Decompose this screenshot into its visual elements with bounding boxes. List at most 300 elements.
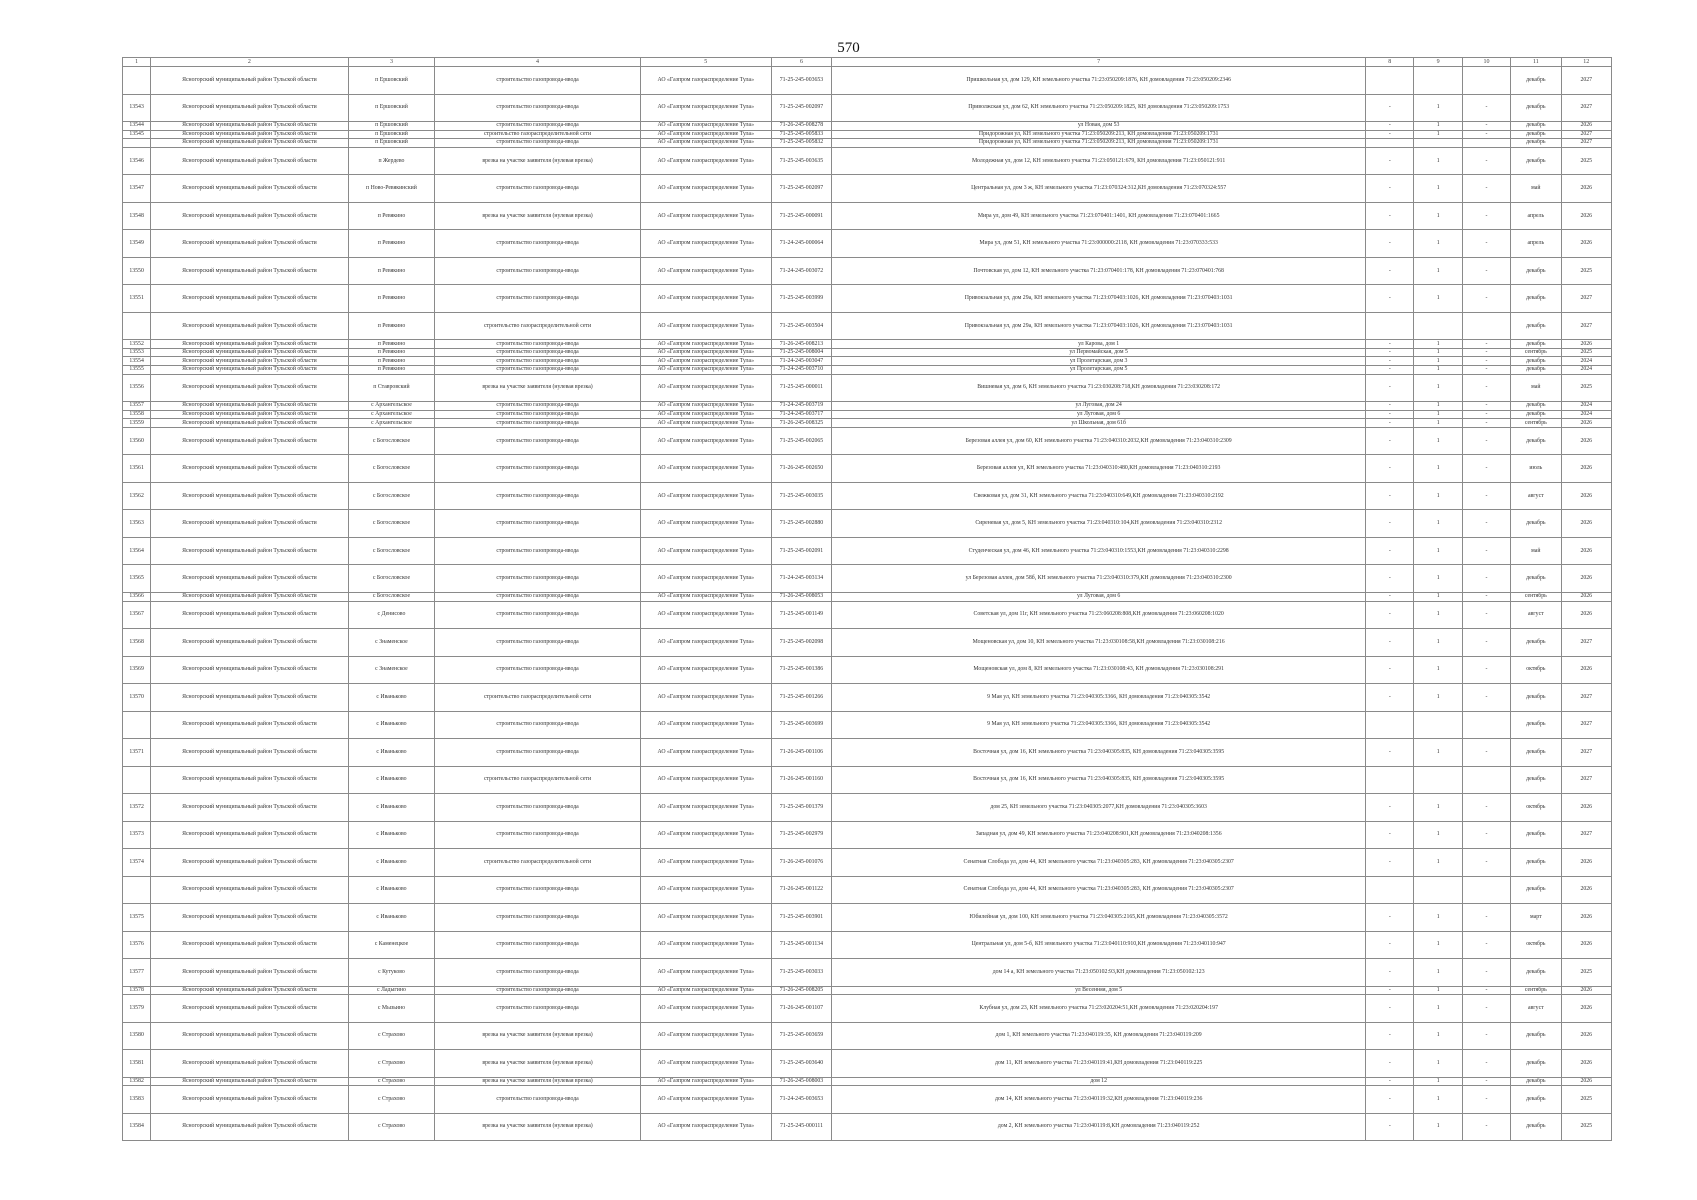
year-cell: 2025 (1561, 348, 1611, 357)
district-cell: Ясногорский муниципальный район Тульской области (151, 684, 348, 712)
application-number-cell: 71-25-245-001379 (771, 794, 831, 822)
table-row (123, 739, 1612, 767)
work-type-cell: строительство газопровода-ввода (435, 94, 641, 122)
address-cell: Сиреневая ул, дом 5, КН земельного участка 71:23:040310:104,КН домовладения 71:23:040310:2312 (832, 510, 1366, 538)
work-type-cell: строительство газопровода-ввода (435, 995, 641, 1023)
col9-cell: 1 (1414, 348, 1462, 357)
settlement-cell: с Богословское (348, 427, 435, 455)
application-number-cell: 71-24-245-003134 (771, 565, 831, 593)
application-number-cell: 71-25-245-002979 (771, 821, 831, 849)
col8-cell: - (1366, 656, 1414, 684)
table-row (123, 122, 1612, 131)
table-row (123, 427, 1612, 455)
col10-cell: - (1462, 1077, 1510, 1086)
address-cell: дом 25, КН земельного участка 71:23:040305:2077,КН домовладения 71:23:040305:3603 (832, 794, 1366, 822)
row-number: 13584 (123, 1113, 151, 1141)
year-cell: 2026 (1561, 1077, 1611, 1086)
work-type-cell: строительство газопровода-ввода (435, 931, 641, 959)
col10-cell: - (1462, 1113, 1510, 1141)
settlement-cell: п Ставровский (348, 374, 435, 402)
row-number (123, 711, 151, 739)
col9-cell: 1 (1414, 510, 1462, 538)
month-cell: декабрь (1511, 629, 1561, 657)
year-cell: 2026 (1561, 904, 1611, 932)
district-cell: Ясногорский муниципальный район Тульской области (151, 876, 348, 904)
settlement-cell: с Архангельское (348, 402, 435, 411)
table-row (123, 537, 1612, 565)
settlement-cell: п Ревякино (348, 285, 435, 313)
row-number: 13581 (123, 1050, 151, 1078)
organization-cell: АО «Газпром газораспределение Тула» (640, 402, 771, 411)
table-row (123, 821, 1612, 849)
column-number: 4 (435, 58, 641, 67)
col9-cell: 1 (1414, 684, 1462, 712)
table-row (123, 986, 1612, 995)
col8-cell: - (1366, 849, 1414, 877)
col8-cell: - (1366, 285, 1414, 313)
row-number: 13571 (123, 739, 151, 767)
month-cell: июль (1511, 455, 1561, 483)
table-row (123, 94, 1612, 122)
month-cell: декабрь (1511, 711, 1561, 739)
district-cell: Ясногорский муниципальный район Тульской области (151, 455, 348, 483)
application-number-cell: 71-25-245-003699 (771, 711, 831, 739)
table-row (123, 147, 1612, 175)
address-cell: дом 2, КН земельного участка 71:23:040119:8,КН домовладения 71:23:040119:252 (832, 1113, 1366, 1141)
address-cell: ул Школьная, дом 61б (832, 419, 1366, 428)
settlement-cell: с Иваньково (348, 876, 435, 904)
row-number: 13579 (123, 995, 151, 1023)
district-cell: Ясногорский муниципальный район Тульской области (151, 482, 348, 510)
year-cell: 2027 (1561, 312, 1611, 340)
table-row (123, 766, 1612, 794)
table-row (123, 419, 1612, 428)
column-number: 5 (640, 58, 771, 67)
application-number-cell: 71-26-245-001160 (771, 766, 831, 794)
organization-cell: АО «Газпром газораспределение Тула» (640, 285, 771, 313)
col9-cell: 1 (1414, 995, 1462, 1023)
organization-cell: АО «Газпром газораспределение Тула» (640, 1086, 771, 1114)
col10-cell: - (1462, 357, 1510, 366)
application-number-cell: 71-24-245-003047 (771, 357, 831, 366)
settlement-cell: с Иваньково (348, 849, 435, 877)
col10-cell: - (1462, 122, 1510, 131)
month-cell: декабрь (1511, 340, 1561, 349)
district-cell: Ясногорский муниципальный район Тульской области (151, 257, 348, 285)
organization-cell: АО «Газпром газораспределение Тула» (640, 410, 771, 419)
table-row (123, 366, 1612, 375)
month-cell: май (1511, 537, 1561, 565)
month-cell: декабрь (1511, 1086, 1561, 1114)
district-cell: Ясногорский муниципальный район Тульской области (151, 510, 348, 538)
work-type-cell: строительство газопровода-ввода (435, 139, 641, 148)
application-number-cell: 71-25-245-005832 (771, 139, 831, 148)
organization-cell: АО «Газпром газораспределение Тула» (640, 1113, 771, 1141)
application-number-cell: 71-25-245-001134 (771, 931, 831, 959)
organization-cell: АО «Газпром газораспределение Тула» (640, 1077, 771, 1086)
col9-cell: 1 (1414, 285, 1462, 313)
year-cell: 2024 (1561, 357, 1611, 366)
col8-cell (1366, 312, 1414, 340)
settlement-cell: п Ревякино (348, 366, 435, 375)
month-cell: декабрь (1511, 427, 1561, 455)
month-cell: апрель (1511, 230, 1561, 258)
col8-cell: - (1366, 629, 1414, 657)
col8-cell: - (1366, 94, 1414, 122)
table-row (123, 374, 1612, 402)
settlement-cell: п Ревякино (348, 257, 435, 285)
table-row (123, 130, 1612, 139)
row-number: 13563 (123, 510, 151, 538)
address-cell: ул Новая, дом 53 (832, 122, 1366, 131)
address-cell: 9 Мая ул, КН земельного участка 71:23:040305:3366, КН домовладения 71:23:040305:3542 (832, 711, 1366, 739)
column-number: 1 (123, 58, 151, 67)
col9-cell: 1 (1414, 601, 1462, 629)
month-cell: август (1511, 995, 1561, 1023)
address-cell: Центральная ул, дом 3 ж, КН земельного участка 71:23:070324:312,КН домовладения 71:23:070324:557 (832, 175, 1366, 203)
settlement-cell: п Ново-Ревякинский (348, 175, 435, 203)
year-cell: 2026 (1561, 995, 1611, 1023)
work-type-cell: строительство газопровода-ввода (435, 739, 641, 767)
application-number-cell: 71-26-245-008325 (771, 419, 831, 428)
col10-cell: - (1462, 537, 1510, 565)
col9-cell: 1 (1414, 455, 1462, 483)
district-cell: Ясногорский муниципальный район Тульской области (151, 357, 348, 366)
district-cell: Ясногорский муниципальный район Тульской области (151, 410, 348, 419)
col8-cell (1366, 766, 1414, 794)
year-cell: 2026 (1561, 340, 1611, 349)
row-number: 13567 (123, 601, 151, 629)
col10-cell (1462, 876, 1510, 904)
work-type-cell: строительство газопровода-ввода (435, 67, 641, 95)
application-number-cell: 71-25-245-003901 (771, 904, 831, 932)
address-cell: Восточная ул, дом 16, КН земельного участка 71:23:040305:835, КН домовладения 71:23:040305:3595 (832, 739, 1366, 767)
application-number-cell: 71-26-245-008213 (771, 340, 831, 349)
month-cell: сентябрь (1511, 348, 1561, 357)
col8-cell: - (1366, 684, 1414, 712)
work-type-cell: строительство газопровода-ввода (435, 175, 641, 203)
organization-cell: АО «Газпром газораспределение Тула» (640, 1050, 771, 1078)
work-type-cell: строительство газопровода-ввода (435, 419, 641, 428)
work-type-cell: строительство газопровода-ввода (435, 537, 641, 565)
address-cell: Вишневая ул, дом 6, КН земельного участка 71:23:030208:718,КН домовладения 71:23:030208:172 (832, 374, 1366, 402)
settlement-cell: п Ершовский (348, 94, 435, 122)
col10-cell (1462, 67, 1510, 95)
district-cell: Ясногорский муниципальный район Тульской области (151, 565, 348, 593)
row-number: 13570 (123, 684, 151, 712)
application-number-cell: 71-25-245-003635 (771, 147, 831, 175)
col9-cell: 1 (1414, 94, 1462, 122)
organization-cell: АО «Газпром газораспределение Тула» (640, 739, 771, 767)
work-type-cell: строительство газораспределительной сети (435, 766, 641, 794)
col9-cell: 1 (1414, 482, 1462, 510)
col9-cell (1414, 67, 1462, 95)
district-cell: Ясногорский муниципальный район Тульской области (151, 67, 348, 95)
address-cell: Свежковая ул, дом 31, КН земельного участка 71:23:040310:649,КН домовладения 71:23:040310:2192 (832, 482, 1366, 510)
district-cell: Ясногорский муниципальный район Тульской области (151, 986, 348, 995)
district-cell: Ясногорский муниципальный район Тульской области (151, 175, 348, 203)
table-row (123, 312, 1612, 340)
work-type-cell: строительство газораспределительной сети (435, 312, 641, 340)
address-cell: Почтовская ул, дом 12, КН земельного участка 71:23:070401:178, КН домовладения 71:23:070401:768 (832, 257, 1366, 285)
col9-cell: 1 (1414, 629, 1462, 657)
col10-cell: - (1462, 402, 1510, 411)
settlement-cell: с Страхово (348, 1113, 435, 1141)
col10-cell: - (1462, 904, 1510, 932)
month-cell: декабрь (1511, 139, 1561, 148)
table-row (123, 684, 1612, 712)
col10-cell: - (1462, 427, 1510, 455)
table-row (123, 175, 1612, 203)
col9-cell: 1 (1414, 147, 1462, 175)
col8-cell: - (1366, 995, 1414, 1023)
row-number: 13573 (123, 821, 151, 849)
col10-cell: - (1462, 986, 1510, 995)
col10-cell: - (1462, 366, 1510, 375)
col9-cell (1414, 766, 1462, 794)
month-cell: август (1511, 601, 1561, 629)
work-type-cell: строительство газопровода-ввода (435, 629, 641, 657)
district-cell: Ясногорский муниципальный район Тульской области (151, 931, 348, 959)
organization-cell: АО «Газпром газораспределение Тула» (640, 959, 771, 987)
application-number-cell: 71-26-245-008278 (771, 122, 831, 131)
month-cell: декабрь (1511, 1050, 1561, 1078)
year-cell: 2027 (1561, 629, 1611, 657)
col8-cell: - (1366, 455, 1414, 483)
table-row (123, 285, 1612, 313)
work-type-cell: строительство газопровода-ввода (435, 410, 641, 419)
col8-cell: - (1366, 482, 1414, 510)
address-cell: ул Карова, дом 1 (832, 340, 1366, 349)
address-cell: Сенатная Слобода ул, дом 44, КН земельного участка 71:23:040305:283, КН домовладения 71:23:040305:2307 (832, 876, 1366, 904)
year-cell: 2026 (1561, 202, 1611, 230)
month-cell: октябрь (1511, 931, 1561, 959)
row-number: 13574 (123, 849, 151, 877)
work-type-cell: врезка на участке заявителя (нулевая врезка) (435, 202, 641, 230)
work-type-cell: строительство газопровода-ввода (435, 257, 641, 285)
col8-cell: - (1366, 565, 1414, 593)
settlement-cell: п Ревякино (348, 202, 435, 230)
settlement-cell: п Ершовский (348, 67, 435, 95)
row-number (123, 139, 151, 148)
row-number: 13568 (123, 629, 151, 657)
table-row (123, 1086, 1612, 1114)
col8-cell: - (1366, 601, 1414, 629)
settlement-cell: с Страхово (348, 1077, 435, 1086)
col9-cell (1414, 139, 1462, 148)
organization-cell: АО «Газпром газораспределение Тула» (640, 592, 771, 601)
month-cell: декабрь (1511, 565, 1561, 593)
year-cell: 2026 (1561, 876, 1611, 904)
col9-cell: 1 (1414, 122, 1462, 131)
row-number: 13562 (123, 482, 151, 510)
year-cell: 2026 (1561, 455, 1611, 483)
month-cell: декабрь (1511, 357, 1561, 366)
col8-cell: - (1366, 537, 1414, 565)
settlement-cell: с Страхово (348, 1086, 435, 1114)
table-row (123, 1077, 1612, 1086)
organization-cell: АО «Газпром газораспределение Тула» (640, 711, 771, 739)
year-cell: 2026 (1561, 482, 1611, 510)
row-number: 13582 (123, 1077, 151, 1086)
row-number: 13580 (123, 1022, 151, 1050)
year-cell: 2026 (1561, 537, 1611, 565)
col10-cell (1462, 139, 1510, 148)
col9-cell: 1 (1414, 986, 1462, 995)
col9-cell: 1 (1414, 904, 1462, 932)
year-cell: 2027 (1561, 739, 1611, 767)
organization-cell: АО «Газпром газораспределение Тула» (640, 374, 771, 402)
col9-cell: 1 (1414, 1077, 1462, 1086)
month-cell: май (1511, 374, 1561, 402)
table-row (123, 257, 1612, 285)
address-cell: Придорожная ул, КН земельного участка 71:23:050209:213, КН домовладения 71:23:050209:1731 (832, 139, 1366, 148)
col8-cell: - (1366, 402, 1414, 411)
address-cell: 9 Мая ул, КН земельного участка 71:23:040305:3366, КН домовладения 71:23:040305:3542 (832, 684, 1366, 712)
year-cell: 2024 (1561, 402, 1611, 411)
year-cell: 2026 (1561, 986, 1611, 995)
table-row (123, 592, 1612, 601)
organization-cell: АО «Газпром газораспределение Тула» (640, 684, 771, 712)
table-row (123, 1050, 1612, 1078)
organization-cell: АО «Газпром газораспределение Тула» (640, 1022, 771, 1050)
district-cell: Ясногорский муниципальный район Тульской области (151, 1086, 348, 1114)
application-number-cell: 71-25-245-003640 (771, 1050, 831, 1078)
col9-cell: 1 (1414, 959, 1462, 987)
application-number-cell: 71-25-245-001149 (771, 601, 831, 629)
organization-cell: АО «Газпром газораспределение Тула» (640, 230, 771, 258)
district-cell: Ясногорский муниципальный район Тульской области (151, 995, 348, 1023)
work-type-cell: строительство газораспределительной сети (435, 849, 641, 877)
district-cell: Ясногорский муниципальный район Тульской области (151, 537, 348, 565)
month-cell: декабрь (1511, 876, 1561, 904)
col9-cell: 1 (1414, 340, 1462, 349)
application-number-cell: 71-25-245-000011 (771, 374, 831, 402)
address-cell: ул Луговая, дом 6 (832, 410, 1366, 419)
work-type-cell: строительство газопровода-ввода (435, 656, 641, 684)
address-cell: Мира ул, дом 51, КН земельного участка 71:23:000000:2118, КН домовладения 71:23:070333:533 (832, 230, 1366, 258)
organization-cell: АО «Газпром газораспределение Тула» (640, 419, 771, 428)
col8-cell: - (1366, 348, 1414, 357)
row-number: 13560 (123, 427, 151, 455)
work-type-cell: строительство газопровода-ввода (435, 357, 641, 366)
application-number-cell: 71-24-245-003710 (771, 366, 831, 375)
work-type-cell: строительство газопровода-ввода (435, 904, 641, 932)
address-cell: Молодежная ул, дом 12, КН земельного участка 71:23:050121:679, КН домовладения 71:23:050121:911 (832, 147, 1366, 175)
table-row (123, 357, 1612, 366)
row-number: 13559 (123, 419, 151, 428)
application-number-cell: 71-25-245-000111 (771, 1113, 831, 1141)
district-cell: Ясногорский муниципальный район Тульской области (151, 94, 348, 122)
organization-cell: АО «Газпром газораспределение Тула» (640, 904, 771, 932)
work-type-cell: строительство газопровода-ввода (435, 959, 641, 987)
work-type-cell: строительство газораспределительной сети (435, 130, 641, 139)
organization-cell: АО «Газпром газораспределение Тула» (640, 931, 771, 959)
column-number: 10 (1462, 58, 1510, 67)
table-row (123, 959, 1612, 987)
table-row (123, 402, 1612, 411)
col10-cell: - (1462, 592, 1510, 601)
col8-cell: - (1366, 366, 1414, 375)
address-cell: ул Березовая аллея, дом 58б, КН земельного участка 71:23:040310:379,КН домовладения 71:23:040310:2300 (832, 565, 1366, 593)
address-cell: Приволжская ул, дом 62, КН земельного участка 71:23:050209:1825, КН домовладения 71:23:050209:1753 (832, 94, 1366, 122)
col8-cell: - (1366, 419, 1414, 428)
settlement-cell: с Знаменское (348, 656, 435, 684)
year-cell: 2026 (1561, 794, 1611, 822)
month-cell: декабрь (1511, 312, 1561, 340)
address-cell: Привокзальная ул, дом 29а, КН земельного участка 71:23:070403:1026, КН домовладения 71:23:070403:1031 (832, 312, 1366, 340)
settlement-cell: с Богословское (348, 565, 435, 593)
year-cell: 2026 (1561, 419, 1611, 428)
table-row (123, 202, 1612, 230)
col9-cell: 1 (1414, 849, 1462, 877)
month-cell: декабрь (1511, 510, 1561, 538)
col8-cell: - (1366, 122, 1414, 131)
col10-cell: - (1462, 601, 1510, 629)
organization-cell: АО «Газпром газораспределение Тула» (640, 357, 771, 366)
col9-cell: 1 (1414, 931, 1462, 959)
col8-cell: - (1366, 931, 1414, 959)
month-cell: октябрь (1511, 794, 1561, 822)
table-row (123, 1113, 1612, 1141)
year-cell: 2024 (1561, 410, 1611, 419)
row-number: 13561 (123, 455, 151, 483)
organization-cell: АО «Газпром газораспределение Тула» (640, 766, 771, 794)
table-row (123, 995, 1612, 1023)
row-number: 13549 (123, 230, 151, 258)
settlement-cell: с Иваньково (348, 766, 435, 794)
application-number-cell: 71-24-245-003717 (771, 410, 831, 419)
district-cell: Ясногорский муниципальный район Тульской области (151, 147, 348, 175)
work-type-cell: врезка на участке заявителя (нулевая врезка) (435, 374, 641, 402)
work-type-cell: строительство газопровода-ввода (435, 1086, 641, 1114)
table-row (123, 656, 1612, 684)
organization-cell: АО «Газпром газораспределение Тула» (640, 849, 771, 877)
col8-cell: - (1366, 357, 1414, 366)
application-number-cell: 71-25-245-003033 (771, 959, 831, 987)
month-cell: март (1511, 904, 1561, 932)
col10-cell: - (1462, 348, 1510, 357)
settlement-cell: п Ершовский (348, 139, 435, 148)
col8-cell: - (1366, 340, 1414, 349)
organization-cell: АО «Газпром газораспределение Тула» (640, 986, 771, 995)
col10-cell: - (1462, 849, 1510, 877)
address-cell: Центральная ул, дом 5-б, КН земельного участка 71:23:040110:910,КН домовладения 71:23:040110:947 (832, 931, 1366, 959)
district-cell: Ясногорский муниципальный район Тульской области (151, 348, 348, 357)
settlement-cell: с Богословское (348, 510, 435, 538)
column-number: 11 (1511, 58, 1561, 67)
row-number (123, 876, 151, 904)
plan-table (122, 57, 1612, 1141)
col9-cell: 1 (1414, 1022, 1462, 1050)
year-cell: 2026 (1561, 175, 1611, 203)
work-type-cell: врезка на участке заявителя (нулевая врезка) (435, 1050, 641, 1078)
address-cell: ул Пролетарская, дом 3 (832, 357, 1366, 366)
application-number-cell: 71-26-245-001122 (771, 876, 831, 904)
organization-cell: АО «Газпром газораспределение Тула» (640, 427, 771, 455)
organization-cell: АО «Газпром газораспределение Тула» (640, 794, 771, 822)
district-cell: Ясногорский муниципальный район Тульской области (151, 374, 348, 402)
year-cell: 2026 (1561, 849, 1611, 877)
col10-cell: - (1462, 455, 1510, 483)
table-body (123, 58, 1612, 1141)
table-row (123, 510, 1612, 538)
address-cell: дом 14 а, КН земельного участка 71:23:050102:93,КН домовладения 71:23:050102:123 (832, 959, 1366, 987)
col8-cell: - (1366, 1050, 1414, 1078)
application-number-cell: 71-26-245-001107 (771, 995, 831, 1023)
application-number-cell: 71-25-245-002098 (771, 629, 831, 657)
organization-cell: АО «Газпром газораспределение Тула» (640, 130, 771, 139)
